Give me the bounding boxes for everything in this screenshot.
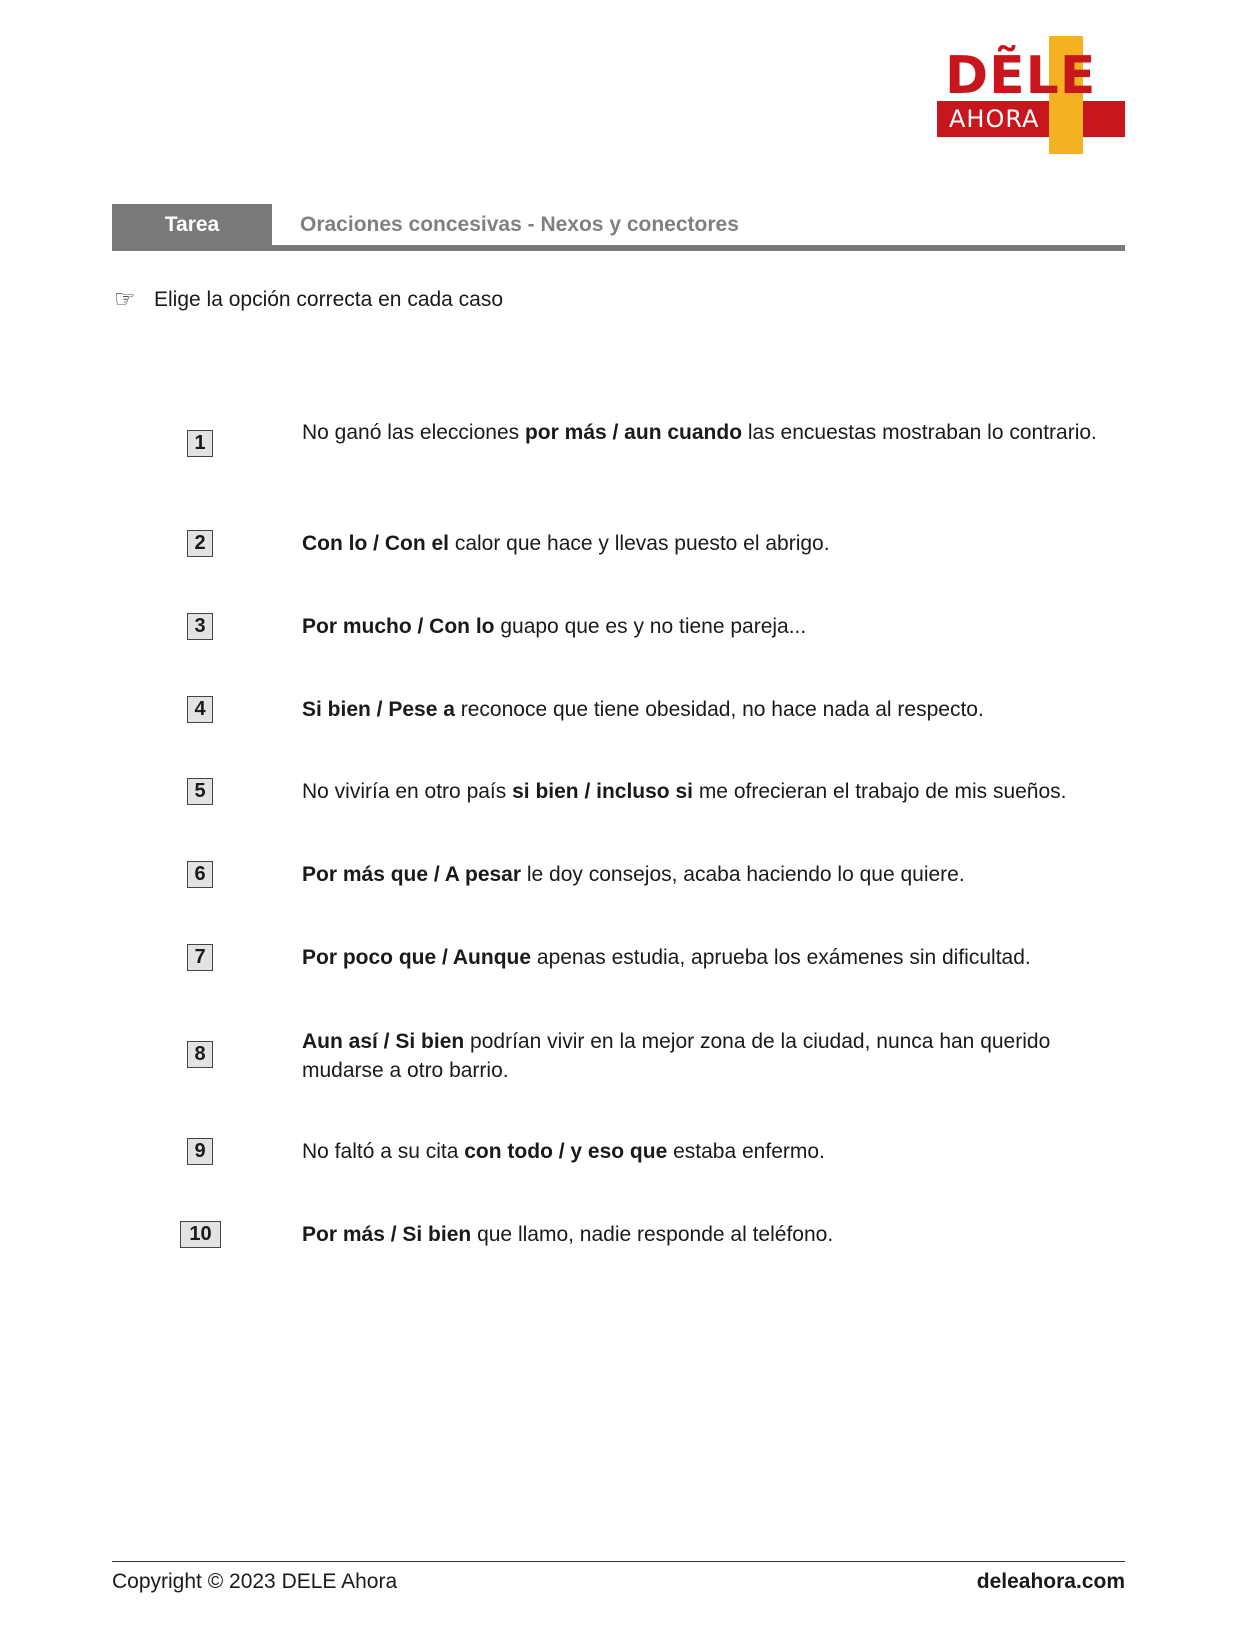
- answer-options[interactable]: Por más / Si bien: [302, 1223, 472, 1246]
- answer-options[interactable]: si bien / incluso si: [512, 780, 693, 803]
- instruction: [114, 284, 503, 316]
- question-text: Por más que / A pesar le doy consejos, acaba haciendo lo que quiere.: [302, 863, 965, 886]
- pointing-hand-icon: ☞: [114, 286, 136, 313]
- question-text: Si bien / Pese a reconoce que tiene obesidad, no hace nada al respecto.: [302, 698, 984, 721]
- logo-subtitle: AHORA: [949, 105, 1040, 133]
- task-title: Oraciones concesivas - Nexos y conectores: [300, 213, 739, 236]
- question-text: Aun así / Si bien podrían vivir en la mejor zona de la ciudad, nunca han querido mudarse a otro barrio.: [302, 1030, 1051, 1082]
- answer-options[interactable]: Si bien / Pese a: [302, 698, 455, 721]
- question-text: No ganó las elecciones por más / aun cuando las encuestas mostraban lo contrario.: [302, 421, 1097, 444]
- question-number: 9: [187, 1138, 213, 1165]
- question-text: Con lo / Con el calor que hace y llevas puesto el abrigo.: [302, 532, 830, 555]
- answer-options[interactable]: Con lo / Con el: [302, 532, 449, 555]
- question-number: 1: [187, 430, 213, 457]
- question-number: 4: [187, 696, 213, 723]
- answer-options[interactable]: Aun así / Si bien: [302, 1030, 465, 1053]
- answer-options[interactable]: Por más que / A pesar: [302, 863, 522, 886]
- copyright: Copyright © 2023 DELE Ahora: [112, 1570, 398, 1593]
- question-text: No viviría en otro país si bien / incluso si me ofrecieran el trabajo de mis sueños.: [302, 780, 1067, 803]
- question-text: Por poco que / Aunque apenas estudia, aprueba los exámenes sin dificultad.: [302, 946, 1031, 969]
- question-number: 2: [187, 530, 213, 557]
- answer-options[interactable]: por más / aun cuando: [524, 421, 743, 444]
- question-number: 5: [187, 778, 213, 805]
- task-tab: Tarea: [112, 204, 272, 251]
- question-number: 8: [187, 1041, 213, 1068]
- answer-options[interactable]: Por mucho / Con lo: [302, 615, 495, 638]
- instruction-text: Elige la opción correcta en cada caso: [154, 288, 504, 311]
- question-text: No faltó a su cita con todo / y eso que estaba enfermo.: [302, 1140, 825, 1163]
- question-number: 7: [187, 944, 213, 971]
- dele-ahora-logo: [937, 36, 1125, 154]
- question-number: 10: [180, 1221, 221, 1248]
- answer-options[interactable]: con todo / y eso que: [464, 1140, 668, 1163]
- logo-word: DẼLE: [945, 46, 1097, 106]
- question-number: 6: [187, 861, 213, 888]
- footer-divider: [112, 1561, 1125, 1562]
- question-text: Por más / Si bien que llamo, nadie responde al teléfono.: [302, 1223, 834, 1246]
- question-text: Por mucho / Con lo guapo que es y no tiene pareja...: [302, 615, 807, 638]
- question-number: 3: [187, 613, 213, 640]
- answer-options[interactable]: Por poco que / Aunque: [302, 946, 532, 969]
- site-link[interactable]: deleahora.com: [976, 1570, 1125, 1593]
- task-header: [112, 204, 1125, 251]
